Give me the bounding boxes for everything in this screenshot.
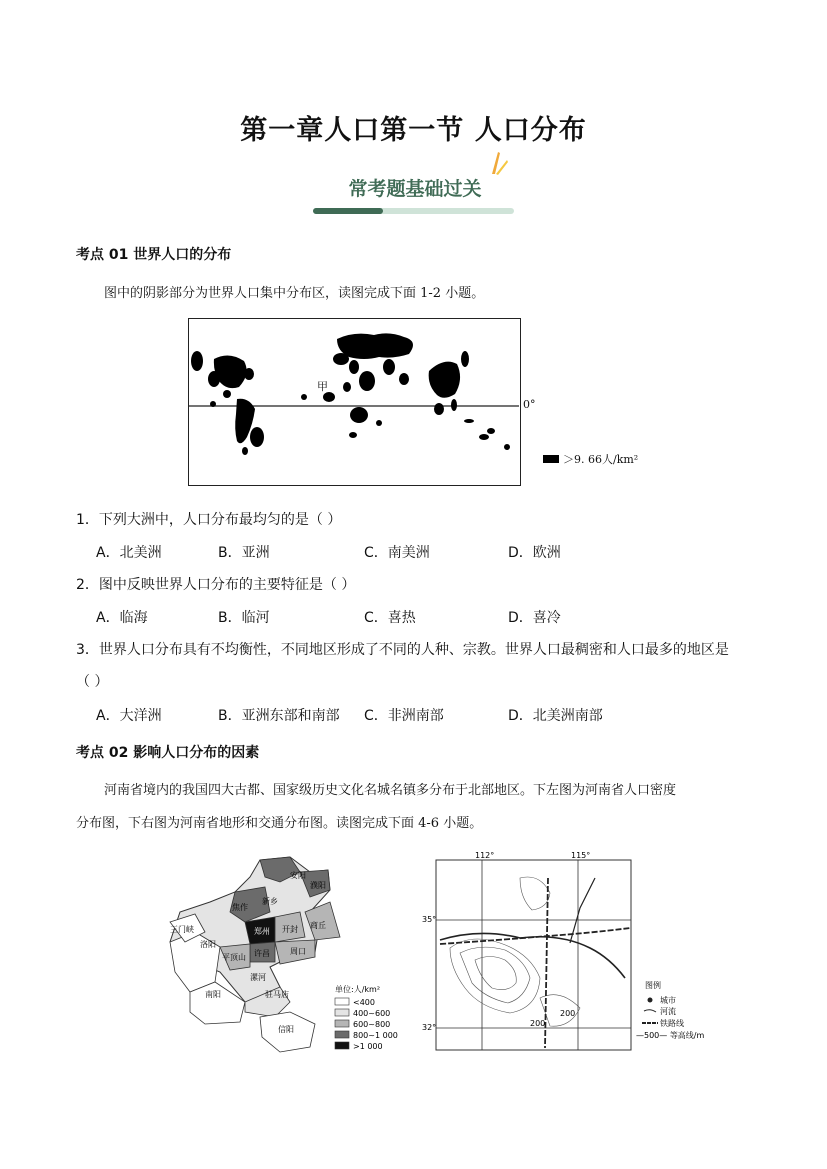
world-population-shapes <box>189 319 519 484</box>
lat-label-32: 32° <box>422 1023 437 1032</box>
city-kaifeng: 开封 <box>282 925 298 934</box>
question-1-option-d: D．欧洲 <box>508 545 561 561</box>
lat-label-35: 35° <box>422 915 437 924</box>
legend-city: 城市 <box>660 996 676 1005</box>
badge-underline-accent <box>313 208 383 214</box>
question-3-option-a: A．大洋洲 <box>96 708 162 724</box>
city-puyang: 濮阳 <box>310 881 326 890</box>
city-xinyang: 信阳 <box>278 1025 294 1034</box>
equator-label: 0° <box>523 398 536 411</box>
page-title: 第一章人口第一节 人口分布 <box>240 115 587 146</box>
question-1-option-b: B．亚洲 <box>218 545 270 561</box>
question-1-option-c: C．南美洲 <box>364 545 430 561</box>
legend-item-5: >1 000 <box>353 1042 383 1051</box>
legend-railway: 铁路线 <box>660 1019 684 1028</box>
lon-label-112: 112° <box>475 851 495 860</box>
legend-river: 河流 <box>660 1007 676 1016</box>
place-label-jia: 甲 <box>317 380 328 393</box>
badge-label: 常考题基础过关 <box>348 178 482 200</box>
legend-item-2: 400~600 <box>353 1009 391 1018</box>
section2-heading: 考点 02 影响人口分布的因素 <box>76 745 260 761</box>
section2-intro-line2: 分布图，下右图为河南省地形和交通分布图。读图完成下面 4-6 小题。 <box>76 816 483 831</box>
city-luohe: 漯河 <box>250 973 266 982</box>
city-sanmenxia: 三门峡 <box>170 925 194 934</box>
question-3-option-d: D．北美洲南部 <box>508 708 603 724</box>
lon-label-115: 115° <box>571 851 591 860</box>
city-shangqiu: 商丘 <box>310 921 326 930</box>
question-3-stem-cont: （ ） <box>76 674 109 690</box>
question-2-option-b: B．临河 <box>218 610 270 626</box>
legend-title-left: 单位:人/km² <box>335 985 381 994</box>
henan-density-map <box>150 852 410 1057</box>
legend-item-3: 600~800 <box>353 1020 391 1029</box>
legend-label: ＞9. 66人/km² <box>563 453 639 466</box>
question-3-option-c: C．非洲南部 <box>364 708 444 724</box>
city-zhoukou: 周口 <box>290 947 306 956</box>
city-xuchang: 许昌 <box>254 949 270 958</box>
question-1-stem: 1．下列大洲中，人口分布最均匀的是（ ） <box>76 512 342 528</box>
section1-heading: 考点 01 世界人口的分布 <box>76 247 232 263</box>
contour-label-1: 200 <box>530 1019 546 1028</box>
henan-terrain-map <box>420 848 710 1058</box>
city-nanyang: 南阳 <box>205 990 221 999</box>
legend-title-right: 图例 <box>645 981 661 990</box>
city-anyang: 安阳 <box>290 871 306 880</box>
section1-intro: 图中的阴影部分为世界人口集中分布区，读图完成下面 1-2 小题。 <box>104 286 485 301</box>
legend-swatch <box>543 455 559 463</box>
city-zhengzhou: 郑州 <box>254 927 270 936</box>
question-2-option-c: C．喜热 <box>364 610 416 626</box>
question-1-option-a: A．北美洲 <box>96 545 162 561</box>
city-jiaozuo: 焦作 <box>232 903 248 912</box>
contour-label-2: 200 <box>560 1009 576 1018</box>
legend-item-1: <400 <box>353 998 375 1007</box>
question-2-option-d: D．喜冷 <box>508 610 561 626</box>
legend-item-4: 800~1 000 <box>353 1031 398 1040</box>
question-2-option-a: A．临海 <box>96 610 148 626</box>
city-pingdingshan: 平顶山 <box>222 953 246 962</box>
city-xinxiang: 新乡 <box>262 897 278 906</box>
city-luoyang: 洛阳 <box>200 940 216 949</box>
question-3-stem: 3．世界人口分布具有不均衡性，不同地区形成了不同的人种、宗教。世界人口最稠密和人口最多的地区是 <box>76 642 729 658</box>
section2-intro-line1: 河南省境内的我国四大古都、国家级历史文化名城名镇多分布于北部地区。下左图为河南省人口密度 <box>104 783 677 798</box>
question-2-stem: 2．图中反映世界人口分布的主要特征是（ ） <box>76 577 356 593</box>
spark-decoration-icon <box>488 150 510 176</box>
question-3-option-b: B．亚洲东部和南部 <box>218 708 340 724</box>
legend-contour: —500— 等高线/m <box>636 1031 705 1040</box>
city-zhumadian: 驻马店 <box>265 990 289 999</box>
